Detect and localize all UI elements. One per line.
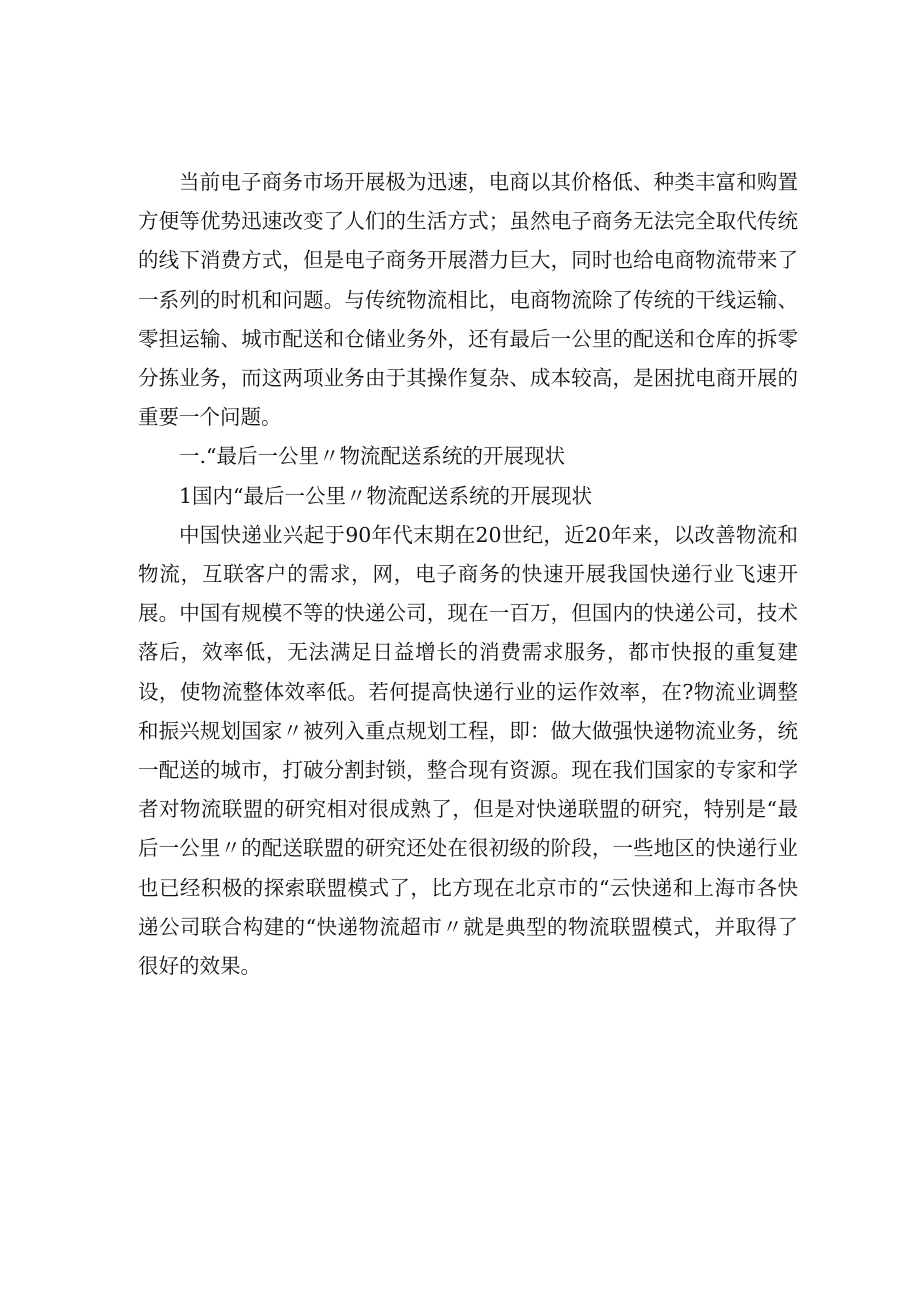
subsection-heading: 1国内“最后一公里〃物流配送系统的开展现状 [179, 483, 593, 508]
document-body [138, 163, 798, 986]
body-paragraph: 中国快递业兴起于90年代末期在20世纪，近20年来，以改善物流和物流，互联客户的需求，网，电子商务的快速开展我国快递行业飞速开展。中国有规模不等的快递公司，现在一百万，但国内的快递公司，技术落后，效率低，无法满足日益增长的消费需求服务，都市快报的重复建设，使物流整体效率低。若何提高快递行业的运作效率，在?物流业调整和振兴规划国家〃被列入重点规划工程，即：做大做强快递物流业务，统一配送的城市，打破分割封锁，整合现有资源。现在我们国家的专家和学者对物流联盟的研究相对很成熟了，但是对快递联盟的研究，特别是“最后一公里〃的配送联盟的研究还处在很初级的阶段，一些地区的快递行业也已经积极的探索联盟模式了，比方现在北京市的“云快递和上海市各快递公司联合构建的“快递物流超市〃就是典型的物流联盟模式，并取得了很好的效果。 [138, 522, 798, 979]
intro-paragraph: 当前电子商务市场开展极为迅速，电商以其价格低、种类丰富和购置方便等优势迅速改变了人们的生活方式；虽然电子商务无法完全取代传统的线下消费方式，但是电子商务开展潜力巨大，同时也给电商物流带来了一系列的时机和问题。与传统物流相比，电商物流除了传统的干线运输、零担运输、城市配送和仓储业务外，还有最后一公里的配送和仓库的拆零分拣业务，而这两项业务由于其操作复杂、成本较高，是困扰电商开展的重要一个问题。 [138, 170, 798, 430]
section-heading: 一.“最后一公里〃物流配送系统的开展现状 [179, 444, 565, 469]
